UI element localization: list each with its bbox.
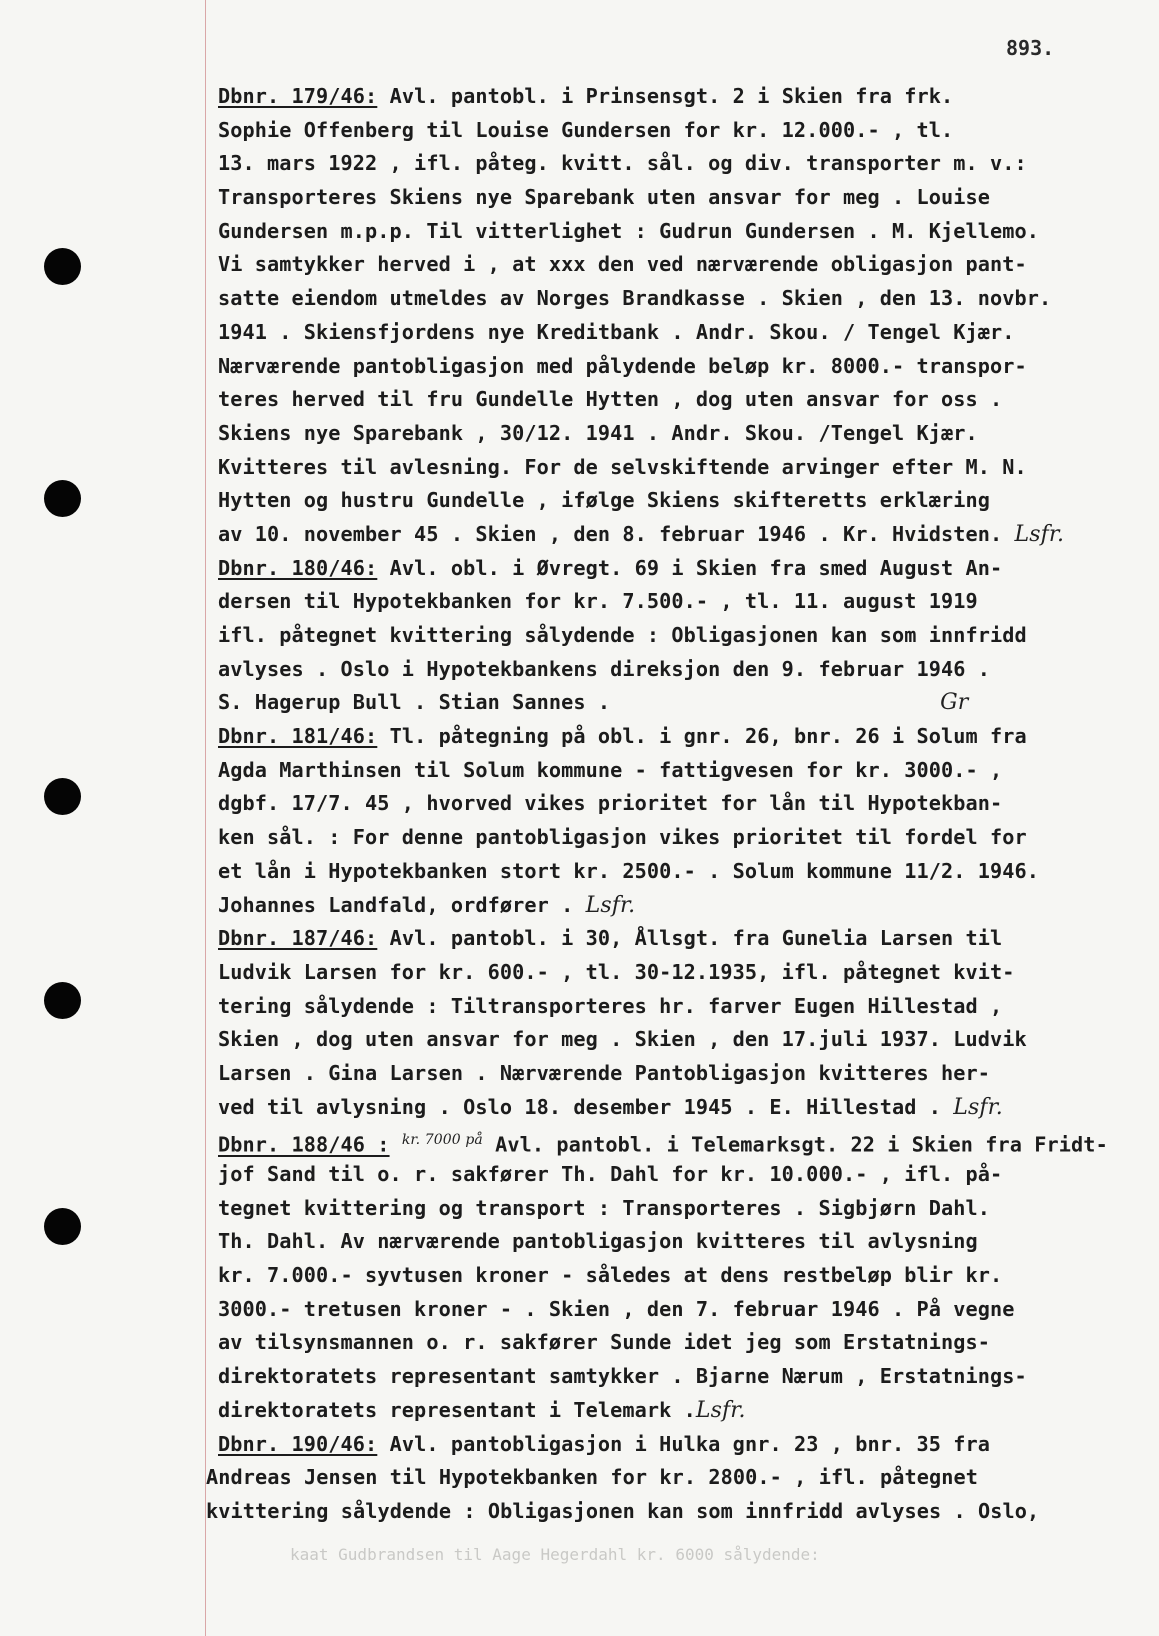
handwritten-note: kr. 7000 på: [401, 1132, 483, 1149]
entry-text: av 10. november 45 . Skien , den 8. februar 1946 . Kr. Hvidsten.: [218, 521, 1003, 546]
entry-line: [218, 1124, 1128, 1158]
entry-line: Nærværende pantobligasjon med pålydende beløp kr. 8000.- transpor-: [218, 353, 1027, 378]
entry-text: ved til avlysning . Oslo 18. desember 1945 . E. Hillestad .: [218, 1094, 941, 1119]
entry-ref: Dbnr. 188/46 :: [218, 1133, 390, 1158]
entry-line: [218, 686, 1128, 720]
entry-line: Th. Dahl. Av nærværende pantobligasjon kvitteres til avlysning: [218, 1229, 978, 1254]
punch-hole: [44, 1208, 81, 1245]
entry-line: Vi samtykker herved i , at xxx den ved nærværende obligasjon pant-: [218, 252, 1027, 277]
entry-line: Skiens nye Sparebank , 30/12. 1941 . Andr. Skou. /Tengel Kjær.: [218, 420, 978, 445]
entry-line: ifl. påtegnet kvittering sålydende : Obligasjonen kan som innfridd: [218, 623, 1027, 647]
entry-line: tegnet kvittering og transport : Transporteres . Sigbjørn Dahl.: [218, 1195, 990, 1220]
entry-line: avlyses . Oslo i Hypotekbankens direksjon den 9. februar 1946 .: [218, 656, 990, 681]
entry-line: Agda Marthinsen til Solum kommune - fattigvesen for kr. 3000.- ,: [218, 757, 1003, 782]
margin-rule: [205, 0, 206, 1636]
entry-line: av tilsynsmannen o. r. sakfører Sunde idet jeg som Erstatnings-: [218, 1330, 990, 1355]
entry-ref: Dbnr. 190/46:: [218, 1431, 378, 1456]
entry-line: Kvitteres til avlesning. For de selvskiftende arvinger efter M. N.: [218, 454, 1027, 479]
entry-text: S. Hagerup Bull . Stian Sannes .: [218, 690, 611, 715]
bleed-through-text: kaat Gudbrandsen til Aage Hegerdahl kr. 6000 sålydende:: [290, 1545, 820, 1564]
entry-ref: Dbnr. 180/46:: [218, 555, 378, 580]
entry-line: Sophie Offenberg til Louise Gundersen for kr. 12.000.- , tl.: [218, 117, 954, 142]
entry-line: kr. 7.000.- syvtusen kroner - således at dens restbeløp blir kr.: [218, 1263, 1003, 1288]
entry-line: dersen til Hypotekbanken for kr. 7.500.- , tl. 11. august 1919: [218, 589, 978, 614]
entry-text: Avl. pantobligasjon i Hulka gnr. 23 , bnr. 35 fra: [389, 1431, 991, 1456]
entry-line: teres herved til fru Gundelle Hytten , dog uten ansvar for oss .: [218, 387, 1003, 412]
entry-line: 13. mars 1922 , ifl. påteg. kvitt. sål. og div. transporter m. v.:: [218, 151, 1027, 176]
entry-line: [218, 889, 1128, 923]
entry-line: 3000.- tretusen kroner - . Skien , den 7. februar 1946 . På vegne: [218, 1296, 1015, 1321]
entry-line: Andreas Jensen til Hypotekbanken for kr. 2800.- , ifl. påtegnet: [206, 1465, 978, 1490]
entry-line: Larsen . Gina Larsen . Nærværende Pantobligasjon kvitteres her-: [218, 1060, 990, 1085]
entry-line: Ludvik Larsen for kr. 600.- , tl. 30-12.1935, ifl. påtegnet kvit-: [218, 959, 1015, 984]
entry-text: Tl. påtegning på obl. i gnr. 26, bnr. 26 i Solum fra: [389, 724, 1027, 749]
entry-line: tering sålydende : Tiltransporteres hr. farver Eugen Hillestad ,: [218, 993, 1003, 1018]
entry-line: ken sål. : For denne pantobligasjon vikes prioritet til fordel for: [218, 825, 1027, 850]
entry-line: satte eiendom utmeldes av Norges Brandkasse . Skien , den 13. novbr.: [218, 286, 1052, 311]
entry-line: dgbf. 17/7. 45 , hvorved vikes prioritet for lån til Hypotekban-: [218, 791, 1003, 816]
entry-text: Avl. pantobl. i Telemarksgt. 22 i Skien fra Fridt-: [495, 1133, 1108, 1158]
punch-hole: [44, 982, 81, 1019]
entry-line: et lån i Hypotekbanken stort kr. 2500.- . Solum kommune 11/2. 1946.: [218, 858, 1040, 883]
entry-line: jof Sand til o. r. sakfører Th. Dahl for kr. 10.000.- , ifl. på-: [218, 1162, 1003, 1186]
entry-text: Avl. obl. i Øvregt. 69 i Skien fra smed August An-: [389, 555, 1003, 580]
entry-line: Skien , dog uten ansvar for meg . Skien , den 17.juli 1937. Ludvik: [218, 1027, 1027, 1052]
punch-hole: [44, 480, 81, 517]
entry-text: direktoratets representant i Telemark .: [218, 1397, 696, 1422]
handwritten-initials: Lsfr.: [695, 1397, 746, 1423]
entry-line: [218, 1428, 1128, 1462]
page-number: 893.: [1006, 36, 1055, 60]
entry-list: [206, 80, 1128, 1529]
entry-line: [218, 80, 1128, 114]
entry-ref: Dbnr. 179/46:: [218, 84, 378, 108]
entry-ref: Dbnr. 181/46:: [218, 724, 378, 749]
entry-line: [218, 518, 1128, 552]
punch-hole: [44, 778, 81, 815]
entry-line: [218, 1091, 1128, 1125]
entry-ref: Dbnr. 187/46:: [218, 926, 378, 951]
entry-line: [218, 552, 1128, 586]
punch-hole: [44, 248, 81, 285]
entry-line: Hytten og hustru Gundelle , ifølge Skiens skifteretts erklæring: [218, 488, 990, 513]
entry-line: Gundersen m.p.p. Til vitterlighet : Gudrun Gundersen . M. Kjellemo.: [218, 218, 1040, 243]
entry-line: [218, 922, 1128, 956]
handwritten-initials: Lsfr.: [953, 1094, 1003, 1120]
entry-line: direktoratets representant samtykker . Bjarne Nærum , Erstatnings-: [218, 1364, 1027, 1389]
handwritten-initials: Lsfr.: [1014, 521, 1065, 547]
entry-line: [218, 1394, 1128, 1428]
entry-text: Avl. pantobl. i 30, Ållsgt. fra Gunelia Larsen til: [389, 926, 1003, 951]
entry-line: kvittering sålydende : Obligasjonen kan som innfridd avlyses . Oslo,: [206, 1498, 1040, 1523]
entry-line: [218, 720, 1128, 754]
handwritten-initials: Gr: [940, 690, 969, 716]
handwritten-initials: Lsfr.: [585, 892, 636, 918]
entry-line: 1941 . Skiensfjordens nye Kreditbank . Andr. Skou. / Tengel Kjær.: [218, 319, 1015, 344]
entry-line: Transporteres Skiens nye Sparebank uten ansvar for meg . Louise: [218, 185, 990, 210]
entry-text: Johannes Landfald, ordfører .: [218, 892, 574, 917]
entry-text: Avl. pantobl. i Prinsensgt. 2 i Skien fra frk.: [389, 84, 954, 108]
